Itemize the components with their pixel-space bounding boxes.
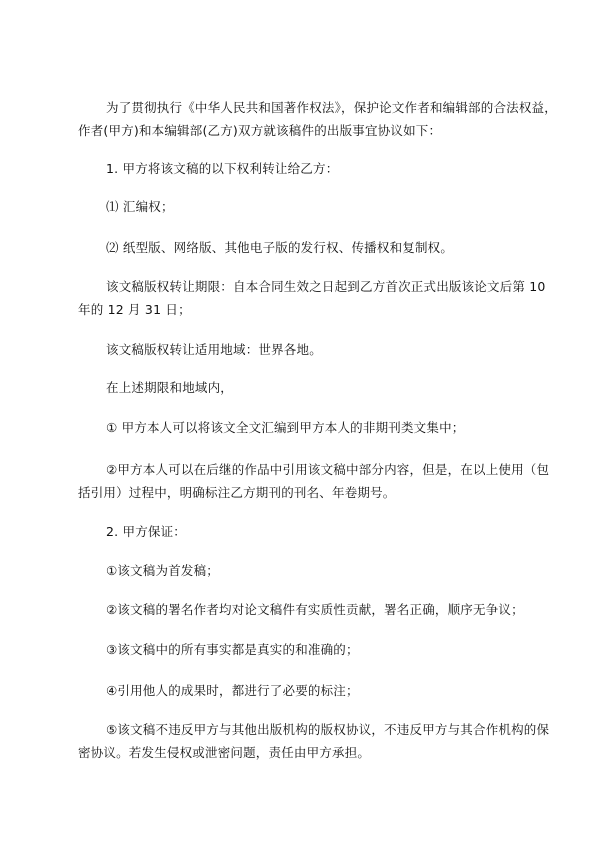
clause-1-item-2: ⑵ 纸型版、网络版、其他电子版的发行权、传播权和复制权。 [106,240,454,255]
guarantee-item-2: ②该文稿的署名作者均对论文稿件有实质性贡献，署名正确，顺序无争议； [106,602,524,617]
guarantee-item-4: ④引用他人的成果时，都进行了必要的标注； [106,683,359,698]
territory-line: 该文稿版权转让适用地域：世界各地。 [106,342,322,357]
guarantee-item-1: ①该文稿为首发稿； [106,563,220,578]
clause-2-heading: 2. 甲方保证： [106,524,186,539]
right-item-2-line-2: 括引用）过程中，明确标注乙方期刊的刊名、年卷期号。 [78,485,396,500]
guarantee-item-5-line-1: ⑤该文稿不违反甲方与其他出版机构的版权协议，不违反甲方与其合作机构的保 [106,722,550,737]
scope-line: 在上述期限和地域内， [106,380,234,395]
intro-line-1: 为了贯彻执行《中华人民共和国著作权法》，保护论文作者和编辑部的合法权益， [106,100,557,115]
clause-1-item-1: ⑴ 汇编权； [106,199,174,214]
right-item-2-line-1: ②甲方本人可以在后继的作品中引用该文稿中部分内容，但是，在以上使用（包 [106,462,550,477]
right-item-1: ① 甲方本人可以将该文全文汇编到甲方本人的非期刊类文集中； [106,420,465,435]
clause-1-heading: 1. 甲方将该文稿的以下权利转让给乙方： [106,161,339,176]
guarantee-item-3: ③该文稿中的所有事实都是真实的和准确的； [106,642,359,657]
term-line-2: 年的 12 月 31 日； [78,302,191,317]
term-line-1: 该文稿版权转让期限：自本合同生效之日起到乙方首次正式出版该论文后第 10 [106,279,546,294]
guarantee-item-5-line-2: 密协议。若发生侵权或泄密问题，责任由甲方承担。 [78,745,371,760]
intro-line-2: 作者(甲方)和本编辑部(乙方)双方就该稿件的出版事宜协议如下： [78,123,442,138]
